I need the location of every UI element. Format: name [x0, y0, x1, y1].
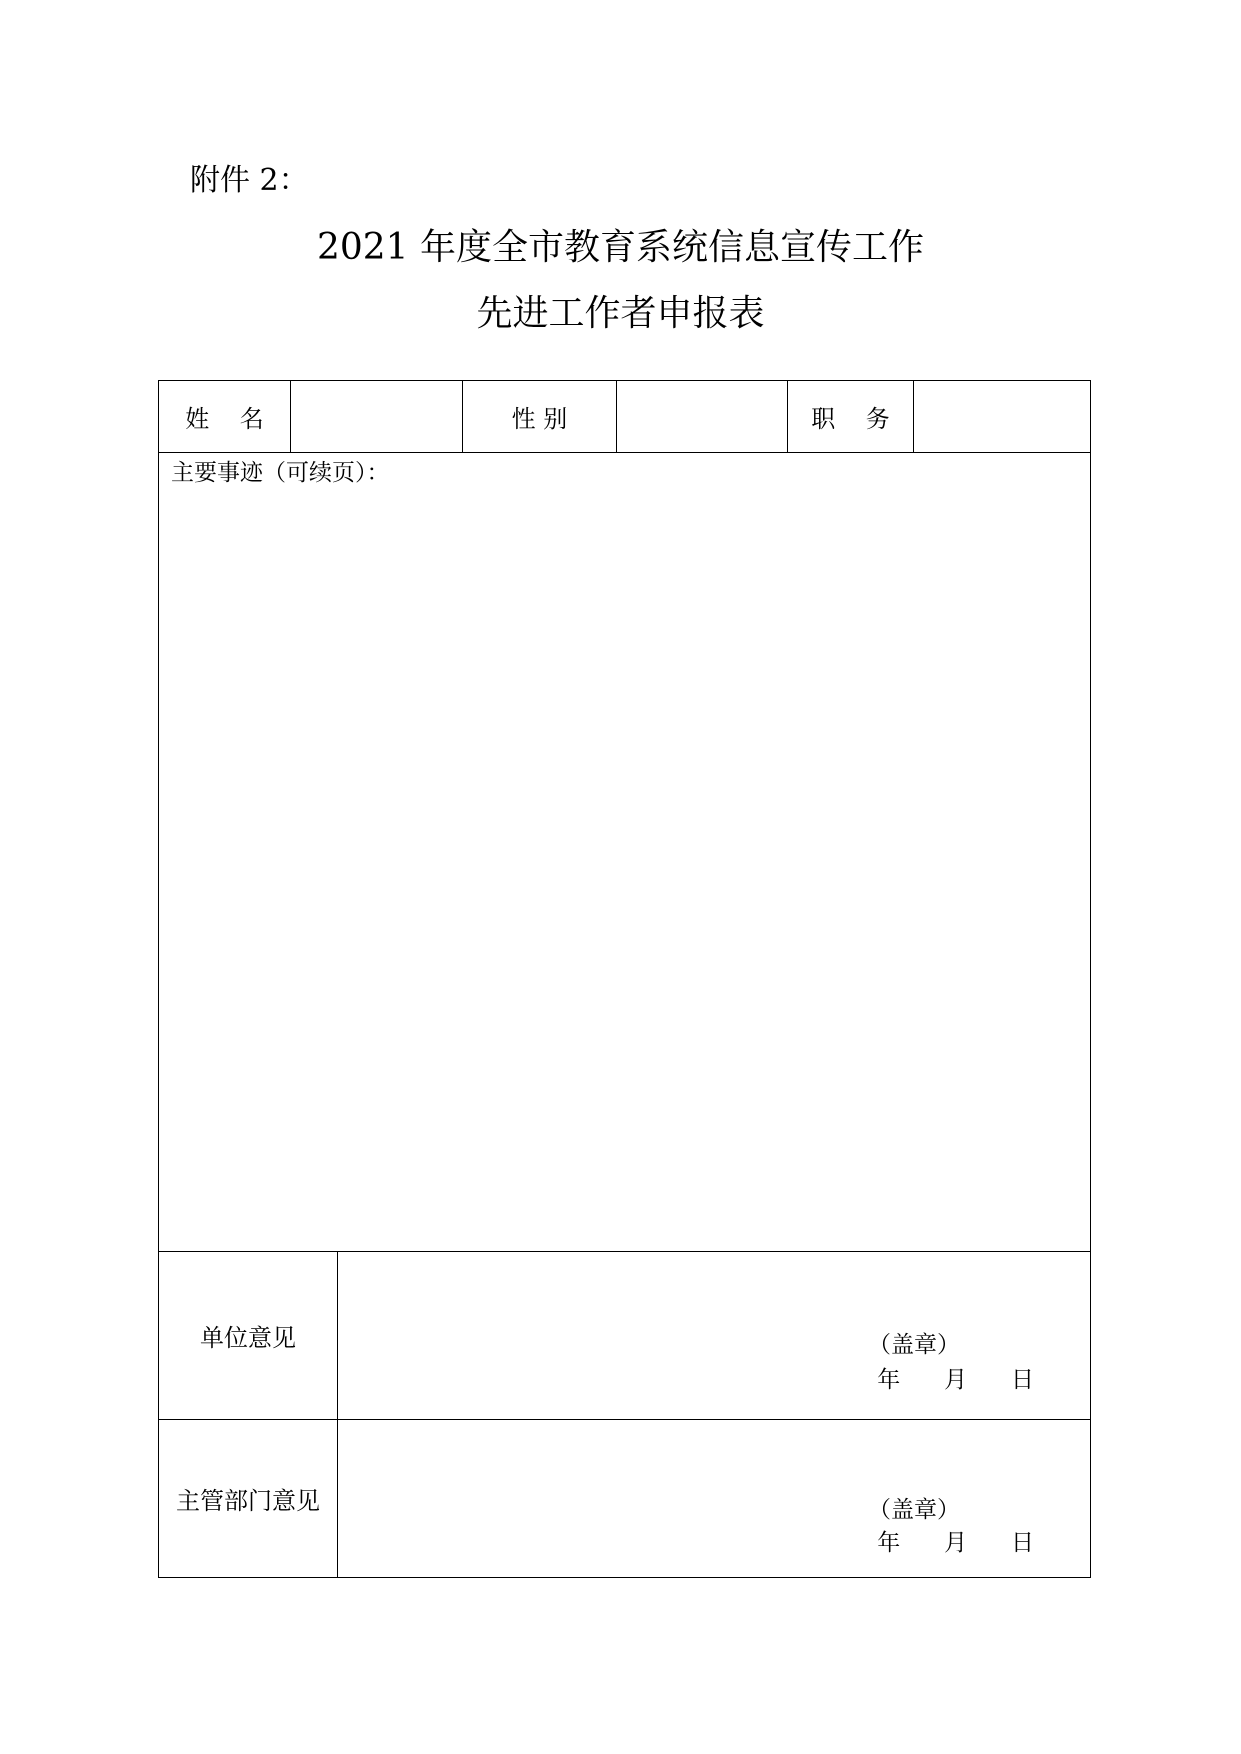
dept-opinion-label: 主管部门意见: [159, 1420, 338, 1578]
name-label: 姓 名: [159, 381, 291, 453]
dept-opinion-row: [159, 1420, 1091, 1578]
position-field[interactable]: [914, 381, 1091, 453]
deeds-row: [159, 453, 1091, 1252]
deeds-field[interactable]: [159, 453, 1091, 1252]
deeds-label: 主要事迹（可续页）：: [171, 460, 390, 486]
unit-stamp-label: （盖章）: [868, 1332, 960, 1358]
gender-field[interactable]: [617, 381, 788, 453]
unit-opinion-label: 单位意见: [159, 1252, 338, 1420]
dept-stamp-label: （盖章）: [868, 1497, 960, 1523]
dept-date-label: 年 月 日: [877, 1530, 1034, 1556]
name-field[interactable]: [291, 381, 463, 453]
basic-info-row: [159, 381, 1091, 453]
unit-opinion-row: [159, 1252, 1091, 1420]
position-label: 职 务: [788, 381, 914, 453]
gender-label: 性 别: [463, 381, 617, 453]
unit-opinion-field[interactable]: [338, 1252, 1091, 1420]
form-title-line2: 先进工作者申报表: [476, 293, 765, 334]
unit-date-label: 年 月 日: [877, 1367, 1034, 1393]
form-title-line1: 2021 年度全市教育系统信息宣传工作: [316, 227, 925, 268]
application-form-table: [158, 380, 1091, 1578]
attachment-label: 附件 2：: [190, 163, 309, 198]
dept-opinion-field[interactable]: [338, 1420, 1091, 1578]
